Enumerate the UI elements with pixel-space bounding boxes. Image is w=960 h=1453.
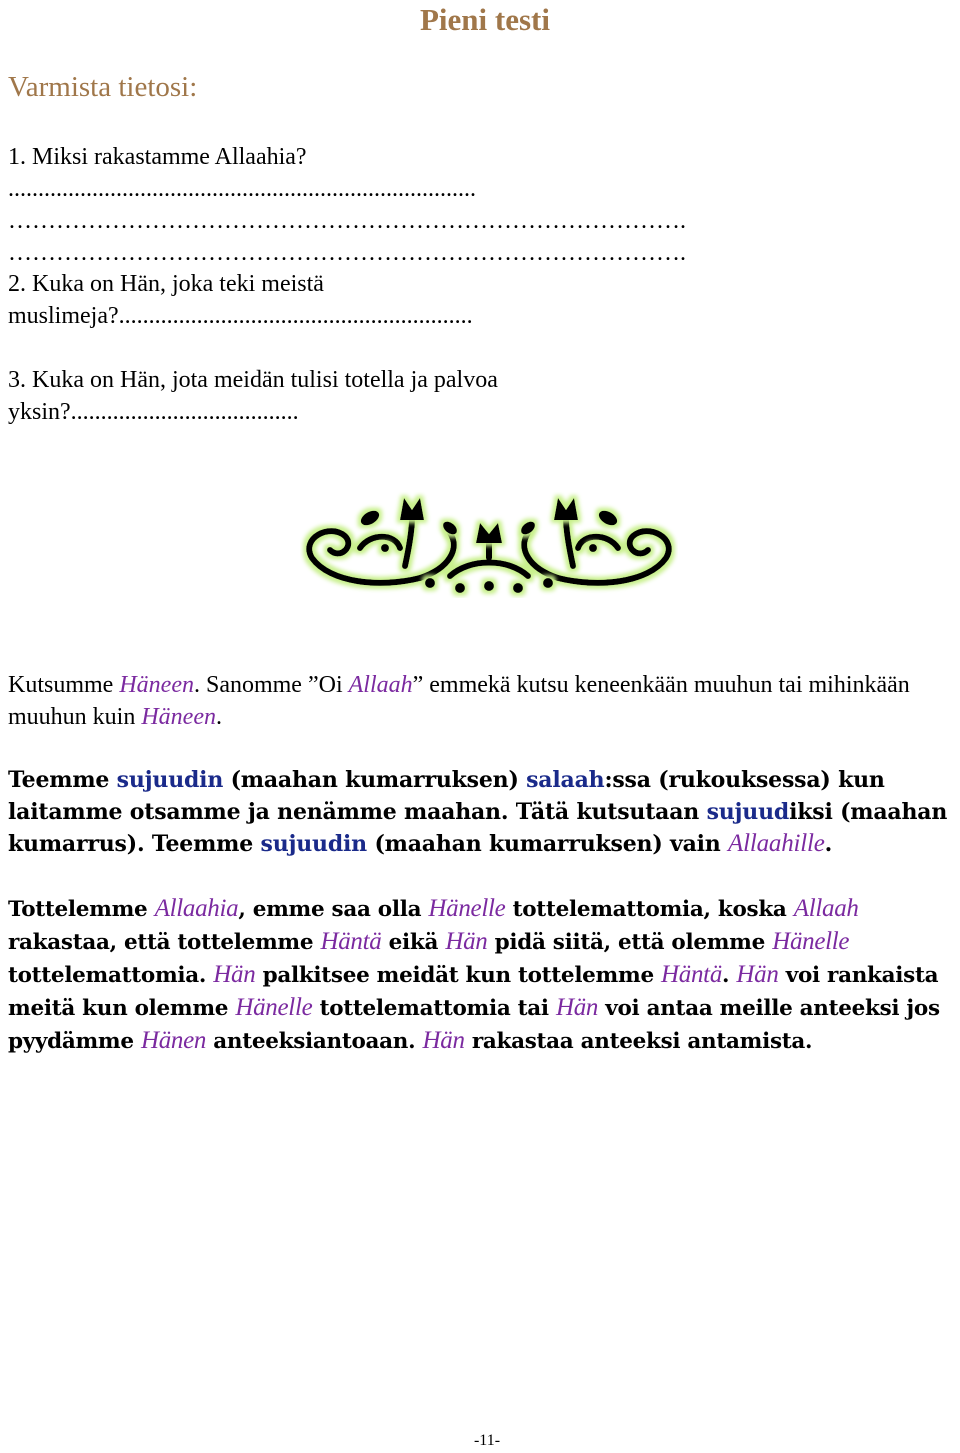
- paragraph-obedience: Tottelemme Allaahia, emme saa olla Hänelle tottelemattomia, koska Allaah rakastaa, että tottelemme Häntä eikä Hän pidä siitä, että olemme Hänelle tottelemattomia. Hän palkitsee meidät kun tottelemme Häntä. Hän voi rankaista meitä kun olemme Hänelle tottelemattomia tai Hän voi antaa meille anteeksi jos pyydämme Hänen anteeksiantoaan. Hän rakastaa anteeksi antamista.: [8, 895, 940, 1054]
- question-2-line-1: 2. Kuka on Hän, joka teki meistä: [8, 271, 324, 297]
- section-subtitle: Varmista tietosi:: [8, 71, 198, 103]
- question-1: 1. Miksi rakastamme Allaahia?: [8, 144, 307, 170]
- question-2-line-2: muslimeja?...........................................................: [8, 303, 473, 329]
- page-title: Pieni testi: [420, 2, 550, 37]
- answer-line-1: ..............................................................................: [8, 176, 476, 202]
- answer-line-2: ………………………………………………………………………….: [8, 208, 686, 234]
- question-3-line-2: yksin?......................................: [8, 399, 299, 425]
- answer-line-3: ………………………………………………………………………….: [8, 240, 686, 266]
- page-number: -11-: [473, 1432, 501, 1449]
- floral-ornament-icon: [300, 488, 678, 598]
- paragraph-sujuud: Teemme sujuudin (maahan kumarruksen) salaah:ssa (rukouksessa) kun laitamme otsamme ja nenämme maahan. Tätä kutsutaan sujuudiksi (maahan kumarrus). Teemme sujuudin (maahan kumarruksen) vain Allaahille.: [8, 767, 948, 857]
- question-3-line-1: 3. Kuka on Hän, jota meidän tulisi totella ja palvoa: [8, 367, 498, 393]
- paragraph-calling: Kutsumme Häneen. Sanomme ”Oi Allaah” emmekä kutsu keneenkään muuhun tai mihinkään muuhun kuin Häneen.: [8, 672, 910, 730]
